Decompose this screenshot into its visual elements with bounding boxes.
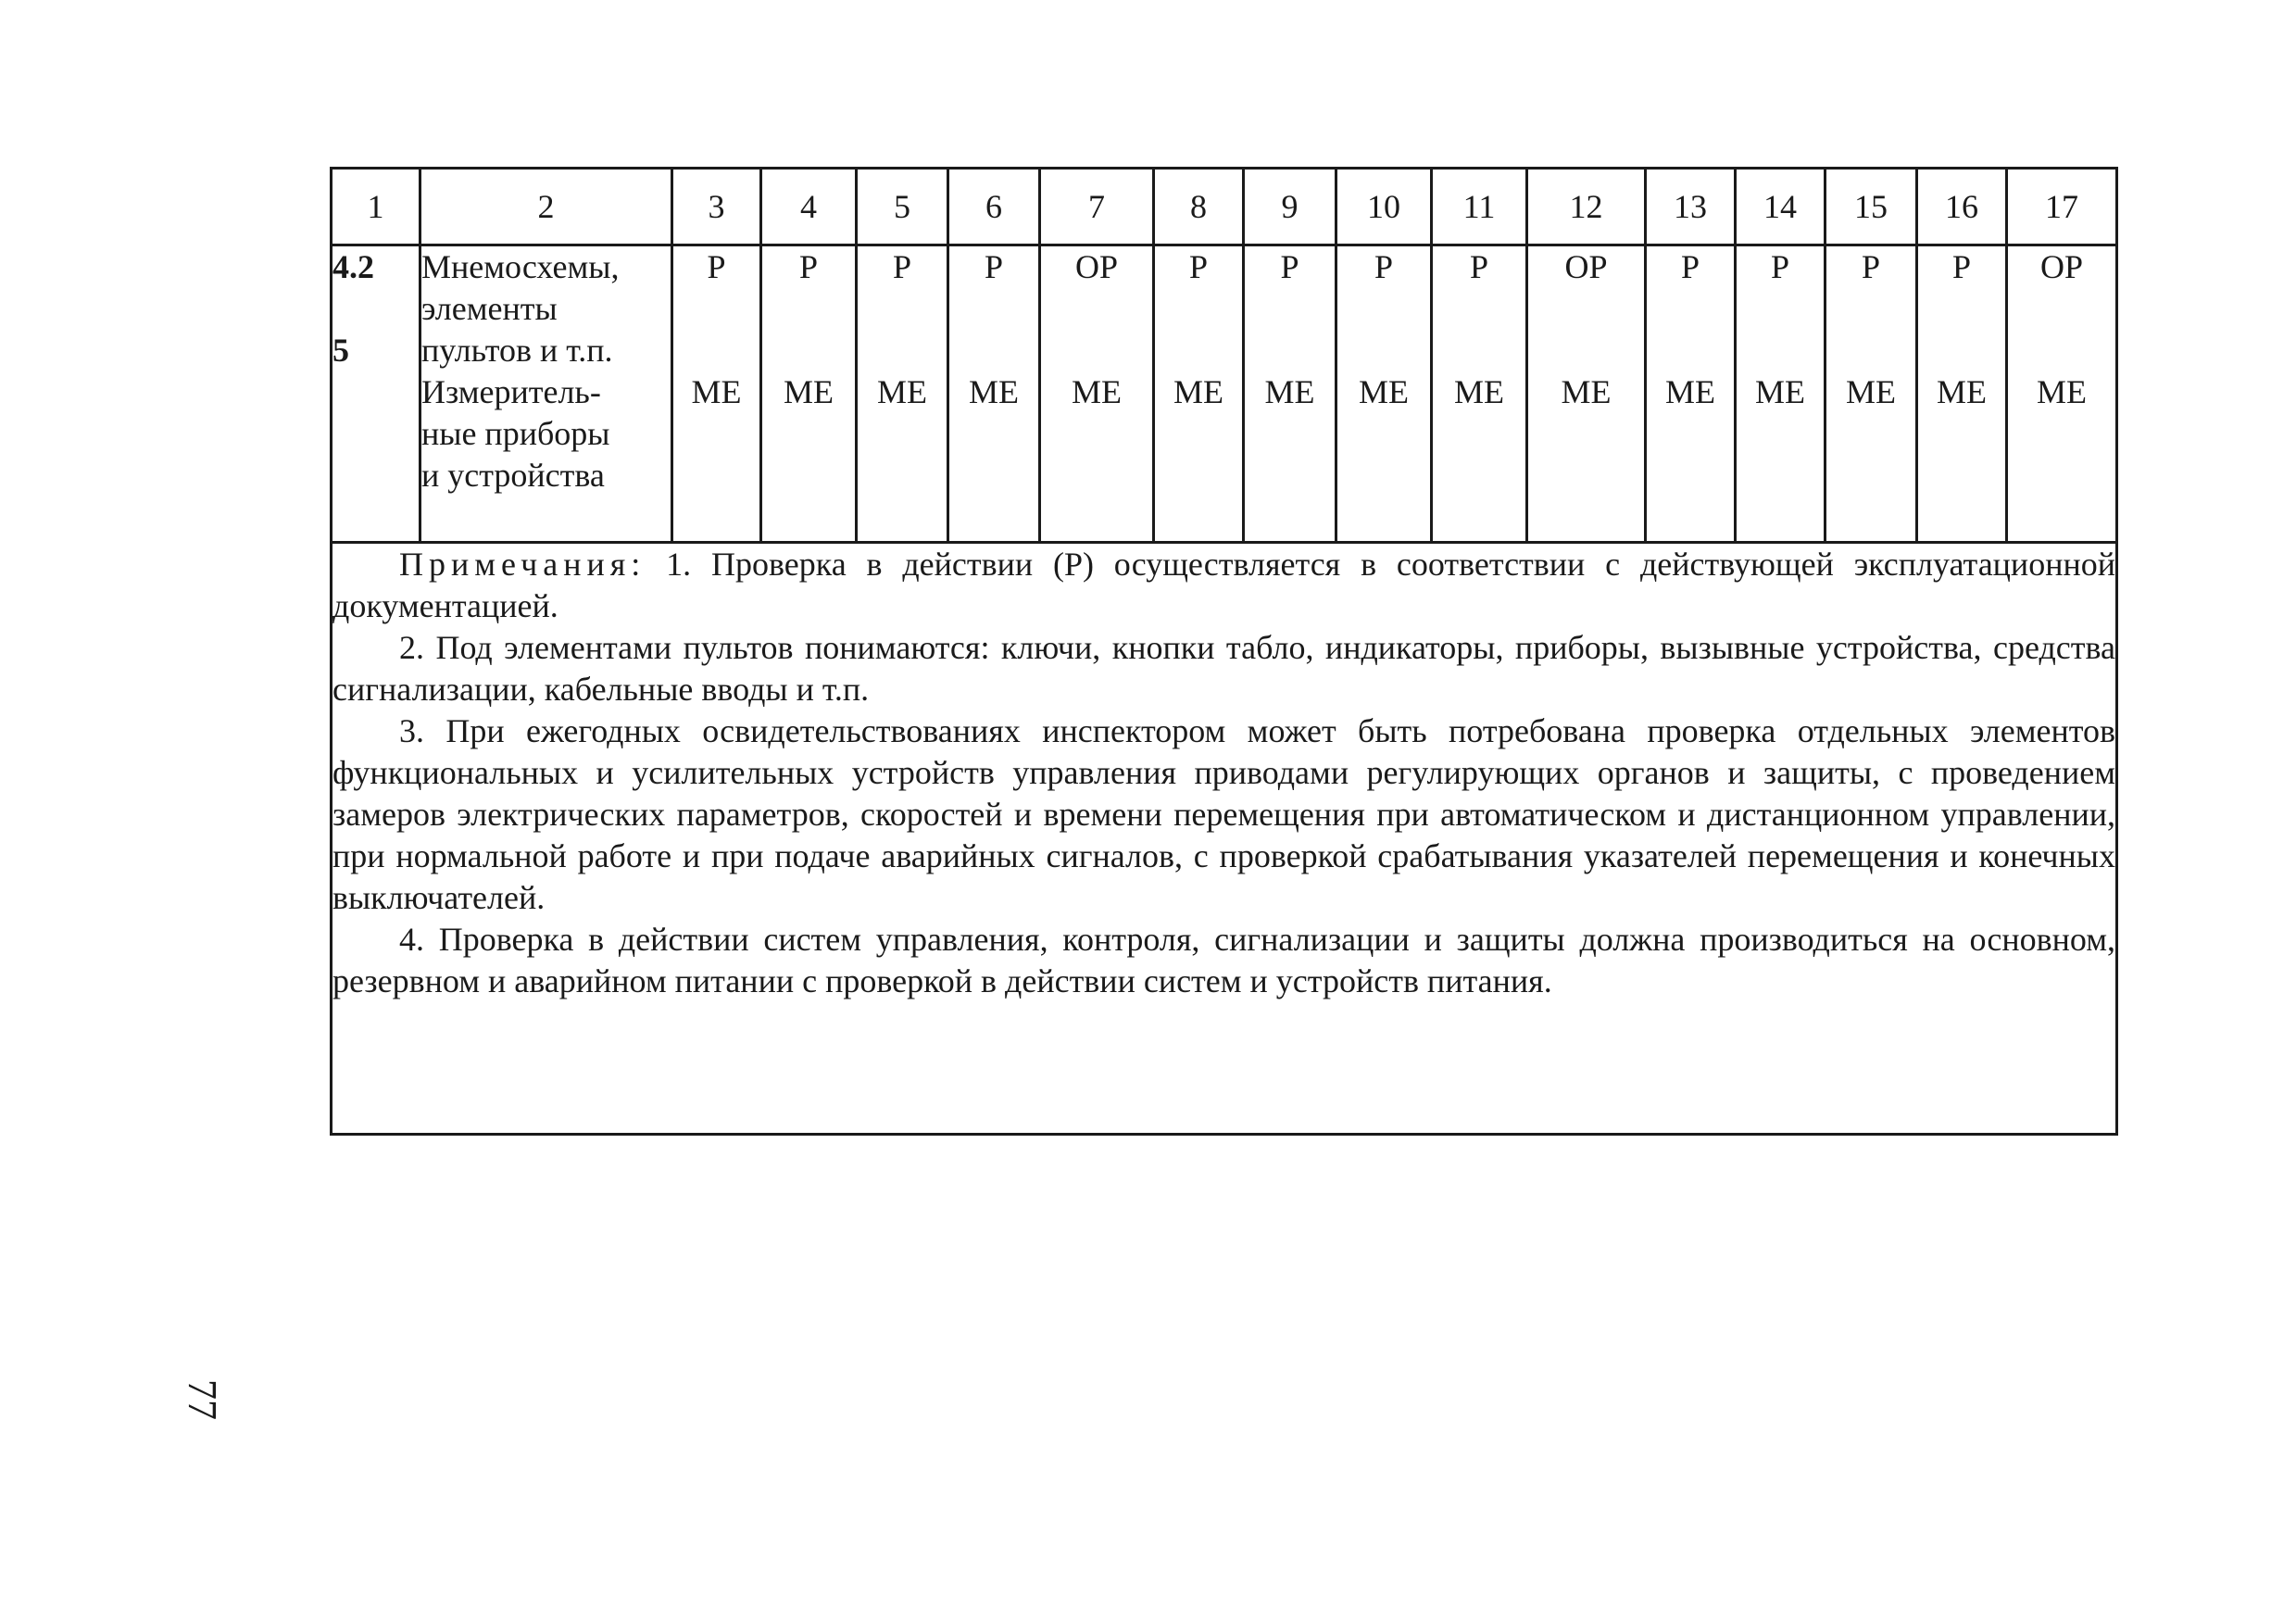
value-a: Р	[1770, 248, 1790, 285]
note-2: 2. Под элементами пультов понимаются: ключи, кнопки табло, индикаторы, приборы, вызывные устройства, средства сигнализации, кабельные вводы и т.п.	[332, 629, 2115, 708]
value-cell	[1646, 245, 1736, 543]
value-cell	[672, 245, 761, 543]
column-header: 1	[332, 169, 420, 245]
row-code: 5	[332, 332, 349, 369]
row-name-line: Мнемосхемы,	[421, 248, 620, 285]
value-a: ОР	[1074, 248, 1119, 285]
value-a: Р	[798, 248, 819, 285]
row-name-line: Измеритель-	[421, 373, 601, 410]
column-header: 5	[857, 169, 948, 245]
column-header: 7	[1040, 169, 1154, 245]
row-name-cell	[420, 245, 672, 543]
column-header: 6	[948, 169, 1040, 245]
notes-row	[332, 543, 2117, 1135]
value-a: Р	[1469, 248, 1489, 285]
row-name-line: и устройства	[421, 457, 605, 494]
column-header: 3	[672, 169, 761, 245]
column-header: 4	[761, 169, 857, 245]
row-name-line: элементы	[421, 290, 558, 327]
value-cell	[761, 245, 857, 543]
column-header: 2	[420, 169, 672, 245]
value-a: Р	[1861, 248, 1881, 285]
value-b: МЕ	[969, 373, 1019, 410]
value-b: МЕ	[1072, 373, 1122, 410]
value-a: Р	[1951, 248, 1972, 285]
value-b: МЕ	[1846, 373, 1896, 410]
value-cell	[2007, 245, 2117, 543]
notes-cell	[332, 543, 2117, 1135]
value-cell	[1154, 245, 1244, 543]
table-row	[332, 245, 2117, 543]
row-name-line: пультов и т.п.	[421, 332, 613, 369]
value-cell	[1826, 245, 1917, 543]
value-a: Р	[1374, 248, 1394, 285]
value-b: МЕ	[1264, 373, 1315, 410]
value-b: МЕ	[1561, 373, 1612, 410]
page-number: 77	[180, 1379, 225, 1420]
column-header: 17	[2007, 169, 2117, 245]
value-a: ОР	[1564, 248, 1608, 285]
value-cell	[1736, 245, 1826, 543]
value-b: МЕ	[691, 373, 742, 410]
column-header: 14	[1736, 169, 1826, 245]
value-b: МЕ	[784, 373, 834, 410]
column-header: 10	[1336, 169, 1432, 245]
note-1: Примечания: 1. Проверка в действии (Р) осуществляется в соответствии с действующей эксплуатационной документацией.	[332, 546, 2115, 624]
column-header: 15	[1826, 169, 1917, 245]
inspection-table	[330, 167, 2118, 1136]
notes-label: Примечания:	[399, 546, 646, 583]
note-3: 3. При ежегодных освидетельствованиях инспектором может быть потребована проверка отдельных элементов функциональных и усилительных устройств управления приводами регулирующих органов и защиты, с проведением замеров электрических параметров, скоростей и времени перемещения при автоматическом и дистанционном управлении, при нормальной работе и при подаче аварийных сигналов, с проверкой срабатывания указателей перемещения и конечных выключателей.	[332, 712, 2115, 916]
value-cell	[857, 245, 948, 543]
value-a: Р	[892, 248, 912, 285]
column-header: 13	[1646, 169, 1736, 245]
value-cell	[1527, 245, 1646, 543]
column-header: 11	[1432, 169, 1527, 245]
row-code: 4.2	[332, 248, 374, 285]
value-b: МЕ	[1359, 373, 1409, 410]
value-b: МЕ	[1173, 373, 1223, 410]
value-cell	[1917, 245, 2007, 543]
value-a: Р	[1188, 248, 1209, 285]
value-cell	[1336, 245, 1432, 543]
value-a: Р	[707, 248, 726, 285]
value-a: Р	[1680, 248, 1700, 285]
value-cell	[948, 245, 1040, 543]
value-cell	[1040, 245, 1154, 543]
row-code-cell	[332, 245, 420, 543]
value-b: МЕ	[1937, 373, 1987, 410]
note-4: 4. Проверка в действии систем управления, контроля, сигнализации и защиты должна производиться на основном, резервном и аварийном питании с проверкой в действии систем и устройств питания.	[332, 921, 2115, 999]
value-b: МЕ	[877, 373, 927, 410]
value-a: Р	[984, 248, 1004, 285]
row-name-line: ные приборы	[421, 415, 610, 452]
column-header: 16	[1917, 169, 2007, 245]
value-a: ОР	[2039, 248, 2084, 285]
value-b: МЕ	[1665, 373, 1715, 410]
value-cell	[1244, 245, 1336, 543]
value-a: Р	[1280, 248, 1299, 285]
column-header: 8	[1154, 169, 1244, 245]
value-b: МЕ	[1454, 373, 1504, 410]
value-b: МЕ	[2037, 373, 2087, 410]
column-header: 12	[1527, 169, 1646, 245]
value-b: МЕ	[1755, 373, 1805, 410]
table-header-row	[332, 169, 2117, 245]
column-header: 9	[1244, 169, 1336, 245]
value-cell	[1432, 245, 1527, 543]
